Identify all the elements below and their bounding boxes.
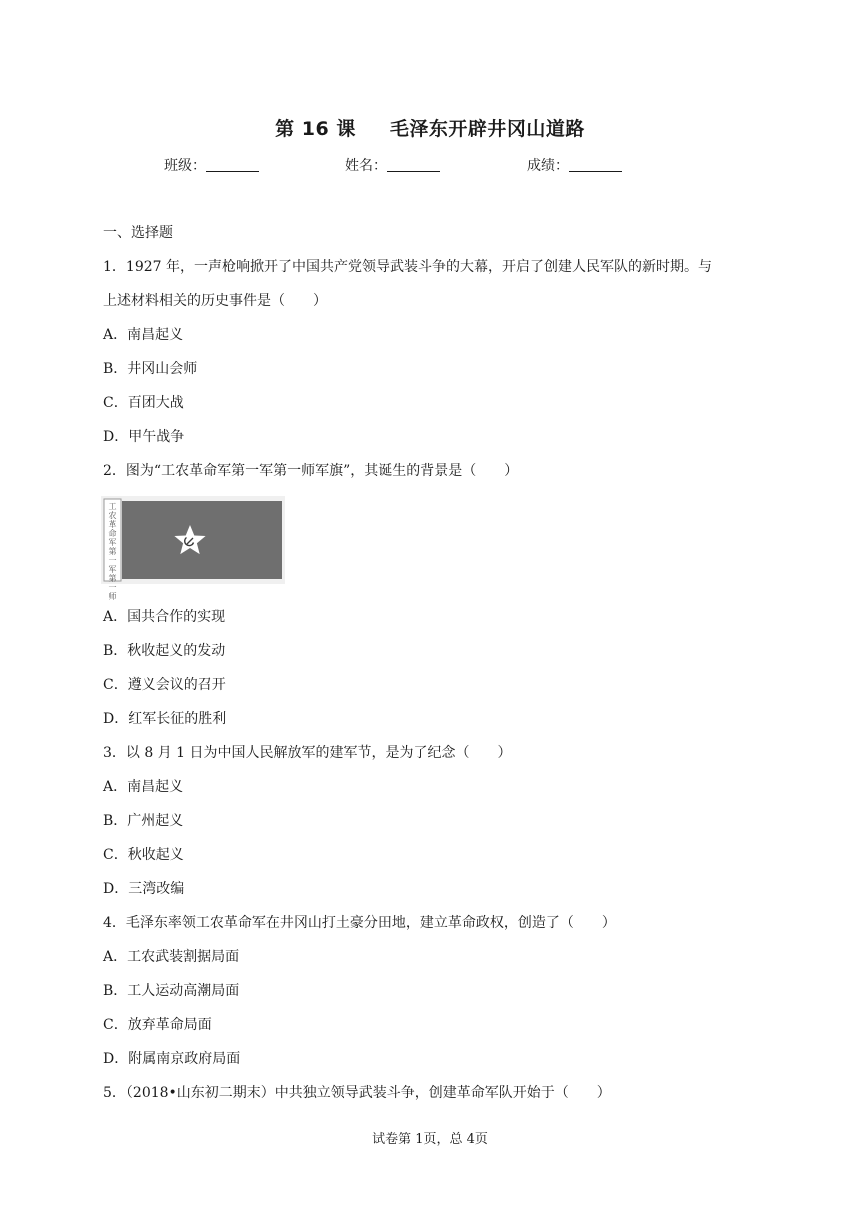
question-2-stem: 2．图为“工农革命军第一军第一师军旗”，其诞生的背景是（ ）: [103, 463, 519, 479]
question-2-option-d: D．红军长征的胜利: [103, 711, 227, 727]
question-3-option-d: D．三湾改编: [103, 881, 185, 897]
question-2-option-a: A．国共合作的实现: [103, 609, 226, 625]
question-1-option-d: D．甲午战争: [103, 429, 185, 445]
army-flag-photo: [101, 496, 285, 584]
flag-field: [122, 501, 282, 579]
flag-side-text: 工农革命军第一军第一师: [108, 502, 117, 601]
question-2-option-b: B．秋收起义的发动: [103, 643, 226, 659]
name-label: 姓名：: [345, 158, 387, 174]
question-1-option-c: C．百团大战: [103, 395, 184, 411]
question-4-option-b: B．工人运动高潮局面: [103, 983, 240, 999]
name-blank: [387, 156, 440, 172]
question-3-stem: 3．以 8 月 1 日为中国人民解放军的建军节，是为了纪念（ ）: [103, 745, 512, 761]
question-1-stem-line-1: 1．1927 年，一声枪响掀开了中国共产党领导武装斗争的大幕，开启了创建人民军队的新时期。与: [103, 259, 712, 275]
lesson-title: 毛泽东开辟井冈山道路: [389, 118, 585, 140]
question-1-stem-line-2: 上述材料相关的历史事件是（ ）: [103, 293, 327, 309]
section-heading: 一、选择题: [103, 225, 173, 241]
question-3-option-b: B．广州起义: [103, 813, 184, 829]
class-field: [164, 155, 259, 175]
army-flag-image: [101, 496, 285, 601]
question-4-option-d: D．附属南京政府局面: [103, 1051, 241, 1067]
question-1-option-a: A．南昌起义: [103, 327, 184, 343]
score-field: [527, 155, 622, 175]
lesson-number: 第 16 课: [275, 118, 356, 140]
class-label: 班级：: [164, 158, 206, 174]
class-blank: [206, 156, 259, 172]
question-4-stem: 4．毛泽东率领工农革命军在井冈山打土豪分田地，建立革命政权，创造了（ ）: [103, 915, 616, 931]
question-3-option-c: C．秋收起义: [103, 847, 184, 863]
score-blank: [569, 156, 622, 172]
page-title: [0, 114, 860, 141]
score-label: 成绩：: [527, 158, 569, 174]
question-1-option-b: B．井冈山会师: [103, 361, 198, 377]
question-5-stem: 5．（2018•山东初二期末）中共独立领导武装斗争，创建革命军队开始于（ ）: [103, 1085, 611, 1101]
question-3-option-a: A．南昌起义: [103, 779, 184, 795]
name-field: [345, 155, 440, 175]
question-4-option-c: C．放弃革命局面: [103, 1017, 212, 1033]
page-footer: 试卷第 1页，总 4页: [372, 1132, 488, 1147]
question-4-option-a: A．工农武装割据局面: [103, 949, 240, 965]
question-2-option-c: C．遵义会议的召开: [103, 677, 226, 693]
